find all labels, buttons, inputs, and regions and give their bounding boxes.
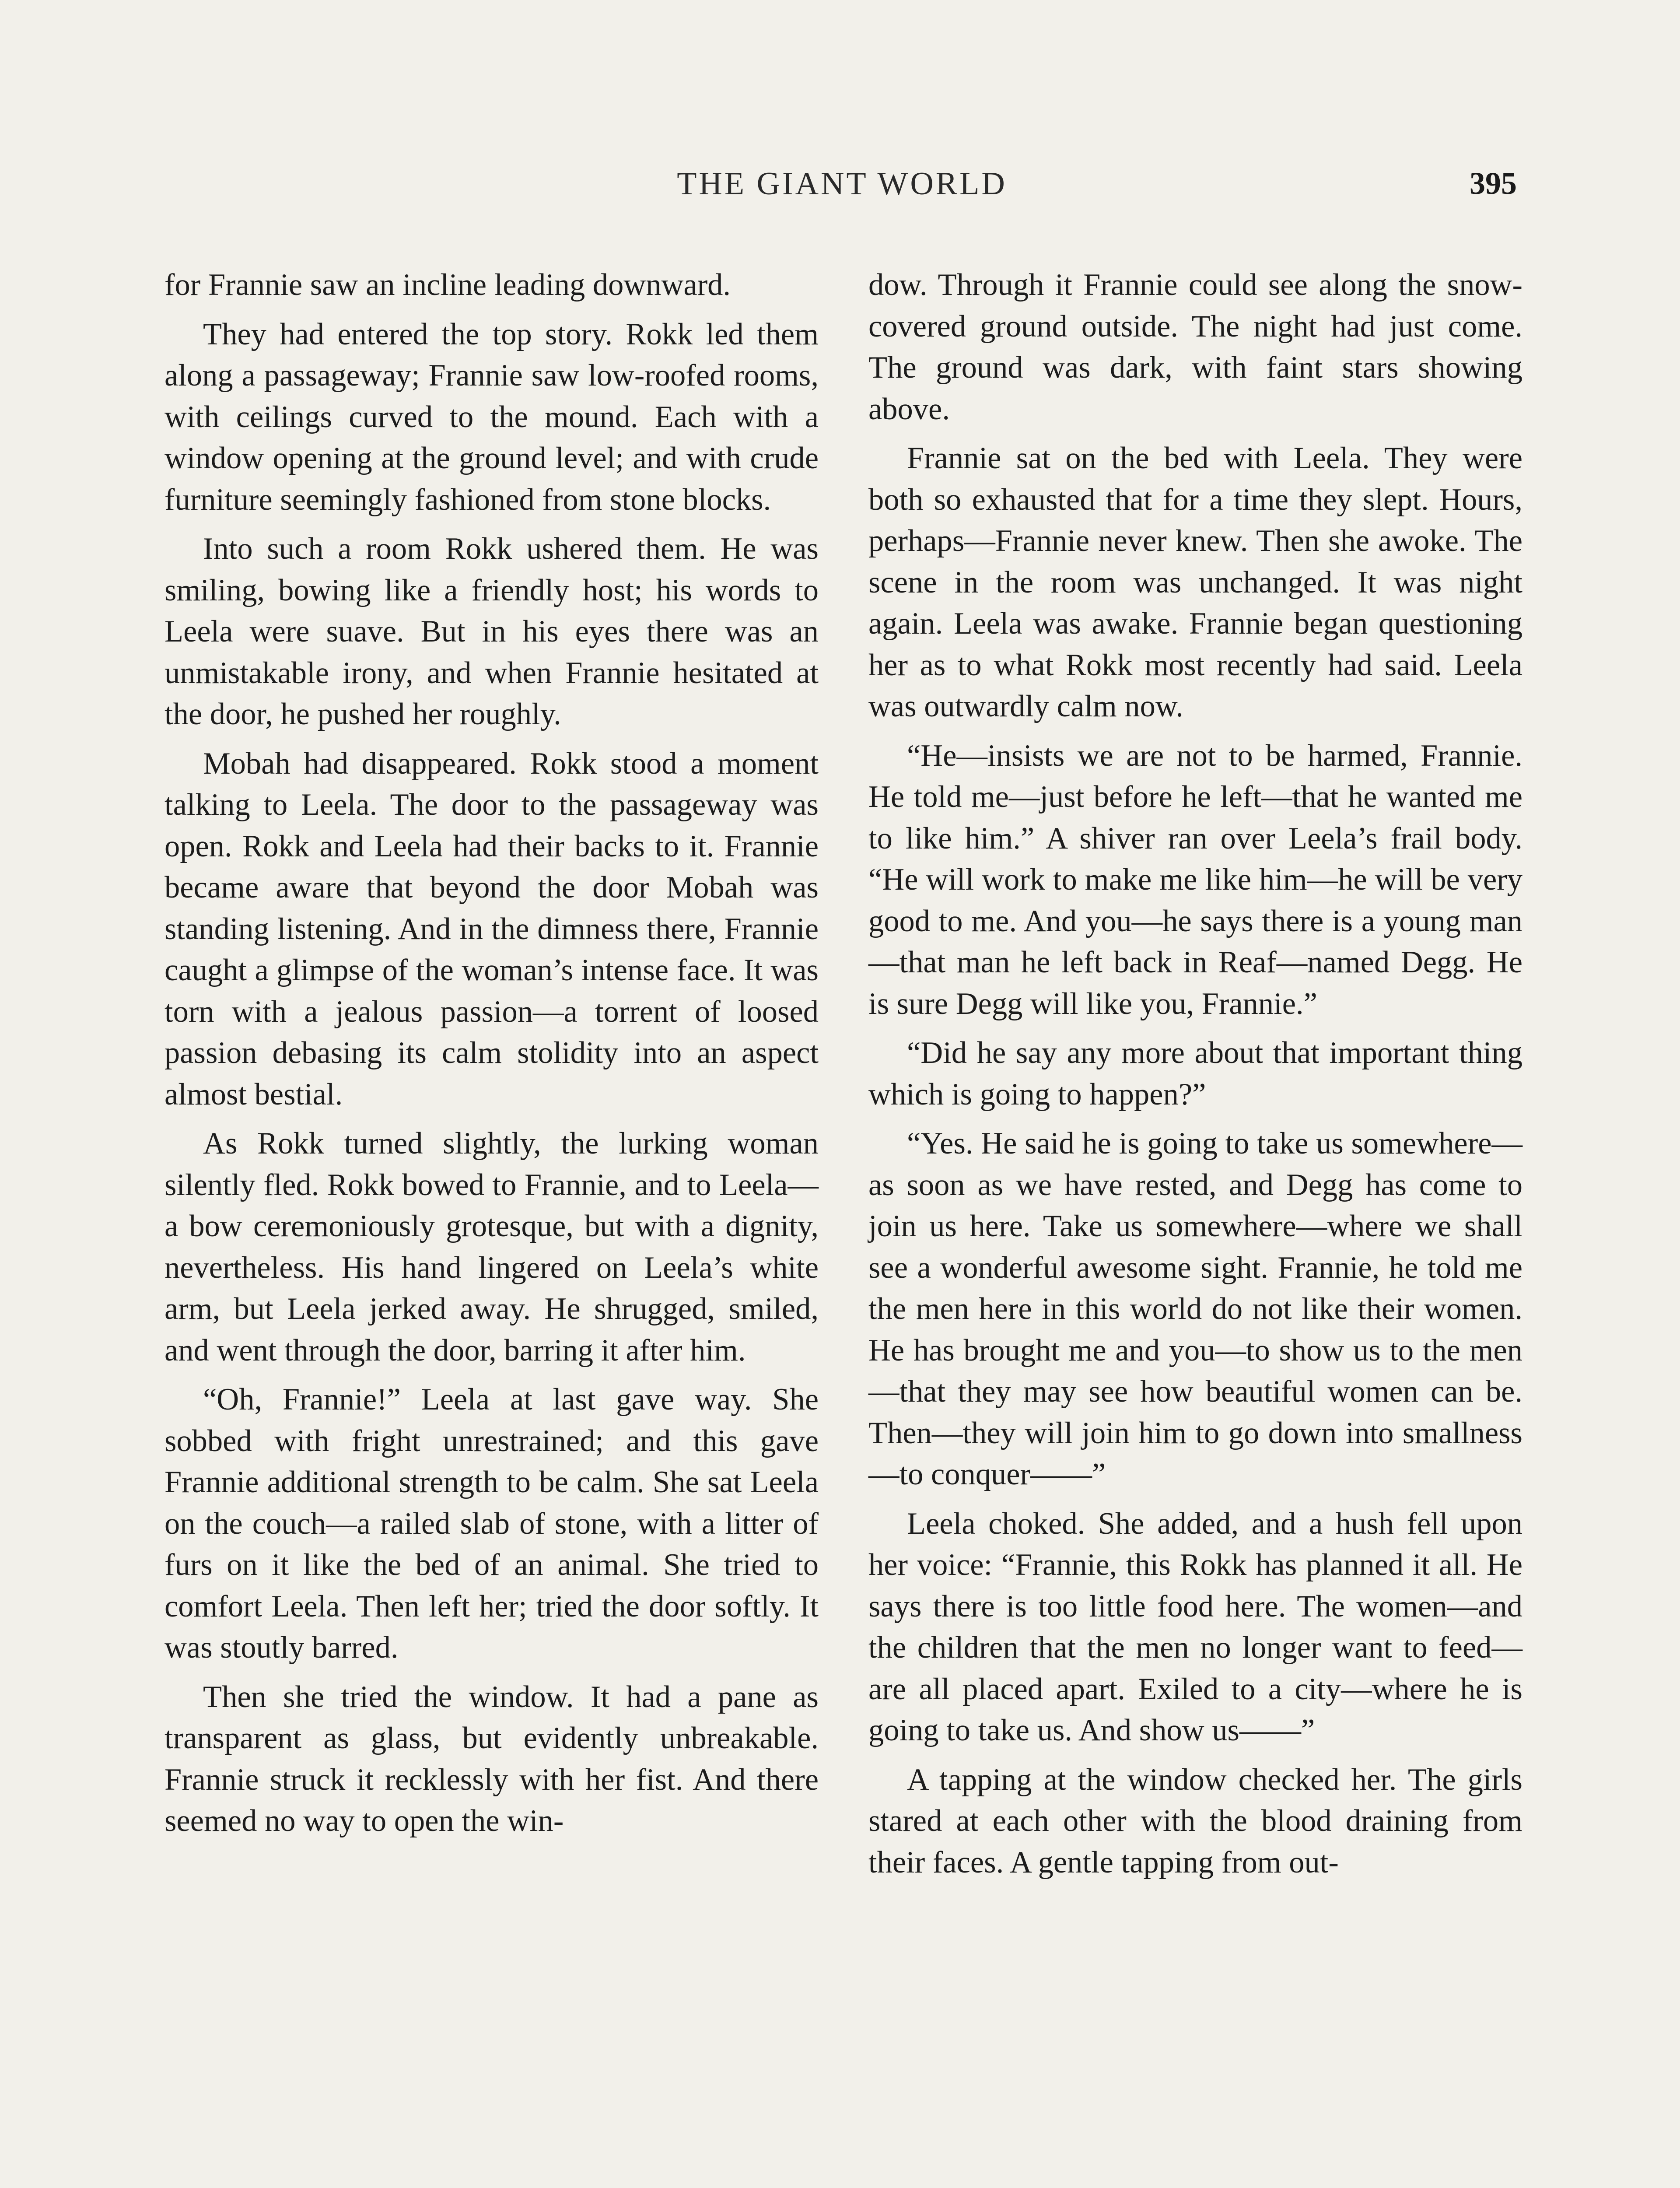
paragraph: dow. Through it Frannie could see along the snow-covered ground outside. The night had just come. The ground was dark, with faint stars showing above.	[868, 268, 1522, 426]
paragraph: “He—insists we are not to be harmed, Frannie. He told me—just before he left—that he wanted me to like him.” A shiver ran over Leela’s frail body. “He will work to make me like him—he will be very good to me. And you—he says there is a young man—that man he left back in Reaf—named Degg. He is sure Degg will like you, Frannie.”	[868, 738, 1522, 1021]
paragraph: Into such a room Rokk ushered them. He was smiling, bowing like a friendly host; his words to Leela were suave. But in his eyes there was an unmistakable irony, and when Frannie hesitated at the door, he pushed her roughly.	[164, 532, 819, 731]
paragraph: A tapping at the window checked her. The girls stared at each other with the blood draining from their faces. A gentle tapping from out-	[868, 1762, 1522, 1879]
paragraph: As Rokk turned slightly, the lurking woman silently fled. Rokk bowed to Frannie, and to Leela—a bow ceremoniously grotesque, but with a dignity, nevertheless. His hand lingered on Leela’s white arm, but Leela jerked away. He shrugged, smiled, and went through the door, barring it after him.	[164, 1126, 819, 1368]
paragraph: They had entered the top story. Rokk led them along a passageway; Frannie saw low-roofed rooms, with ceilings curved to the mound. Each with a window opening at the ground level; and with crude furniture seemingly fashioned from stone blocks.	[164, 317, 819, 517]
right-column	[868, 264, 1522, 1891]
page-number: 395	[1470, 166, 1517, 201]
paragraph: Mobah had disappeared. Rokk stood a moment talking to Leela. The door to the passageway was open. Rokk and Leela had their backs to it. Frannie became aware that beyond the door Mobah was standing listening. And in the dimness there, Frannie caught a glimpse of the woman’s intense face. It was torn with a jealous passion—a torrent of loosed passion debasing its calm stolidity into an aspect almost bestial.	[164, 746, 819, 1112]
paragraph: Frannie sat on the bed with Leela. They were both so exhausted that for a time they slept. Hours, perhaps—Frannie never knew. Then she awoke. The scene in the room was unchanged. It was night again. Leela was awake. Frannie began questioning her as to what Rokk most recently had said. Leela was outwardly calm now.	[868, 441, 1522, 723]
paragraph: for Frannie saw an incline leading downward.	[164, 268, 731, 302]
running-head	[167, 165, 1517, 209]
paragraph: “Oh, Frannie!” Leela at last gave way. She sobbed with fright unrestrained; and this gave Frannie additional strength to be calm. She sat Leela on the couch—a railed slab of stone, with a litter of furs on it like the bed of an animal. She tried to comfort Leela. Then left her; tried the door softly. It was stoutly barred.	[164, 1382, 819, 1665]
paragraph: “Yes. He said he is going to take us somewhere—as soon as we have rested, and Degg has come to join us here. Take us somewhere—where we shall see a wonderful awesome sight. Frannie, he told me the men here in this world do not like their women. He has brought me and you—to show us to the men—that they may see how beautiful women can be. Then—they will join him to go down into smallness—to conquer——”	[868, 1126, 1522, 1491]
paragraph: Then she tried the window. It had a pane as transparent as glass, but evidently unbreakable. Frannie struck it recklessly with her fist. And there seemed no way to open the win-	[164, 1680, 819, 1838]
paragraph: Leela choked. She added, and a hush fell upon her voice: “Frannie, this Rokk has planned it all. He says there is too little food here. The women—and the children that the men no longer want to feed—are all placed apart. Exiled to a city—where he is going to take us. And show us——”	[868, 1506, 1522, 1747]
left-column	[164, 264, 819, 1850]
paragraph: “Did he say any more about that important thing which is going to happen?”	[868, 1036, 1522, 1112]
running-title: THE GIANT WORLD	[677, 166, 1007, 202]
